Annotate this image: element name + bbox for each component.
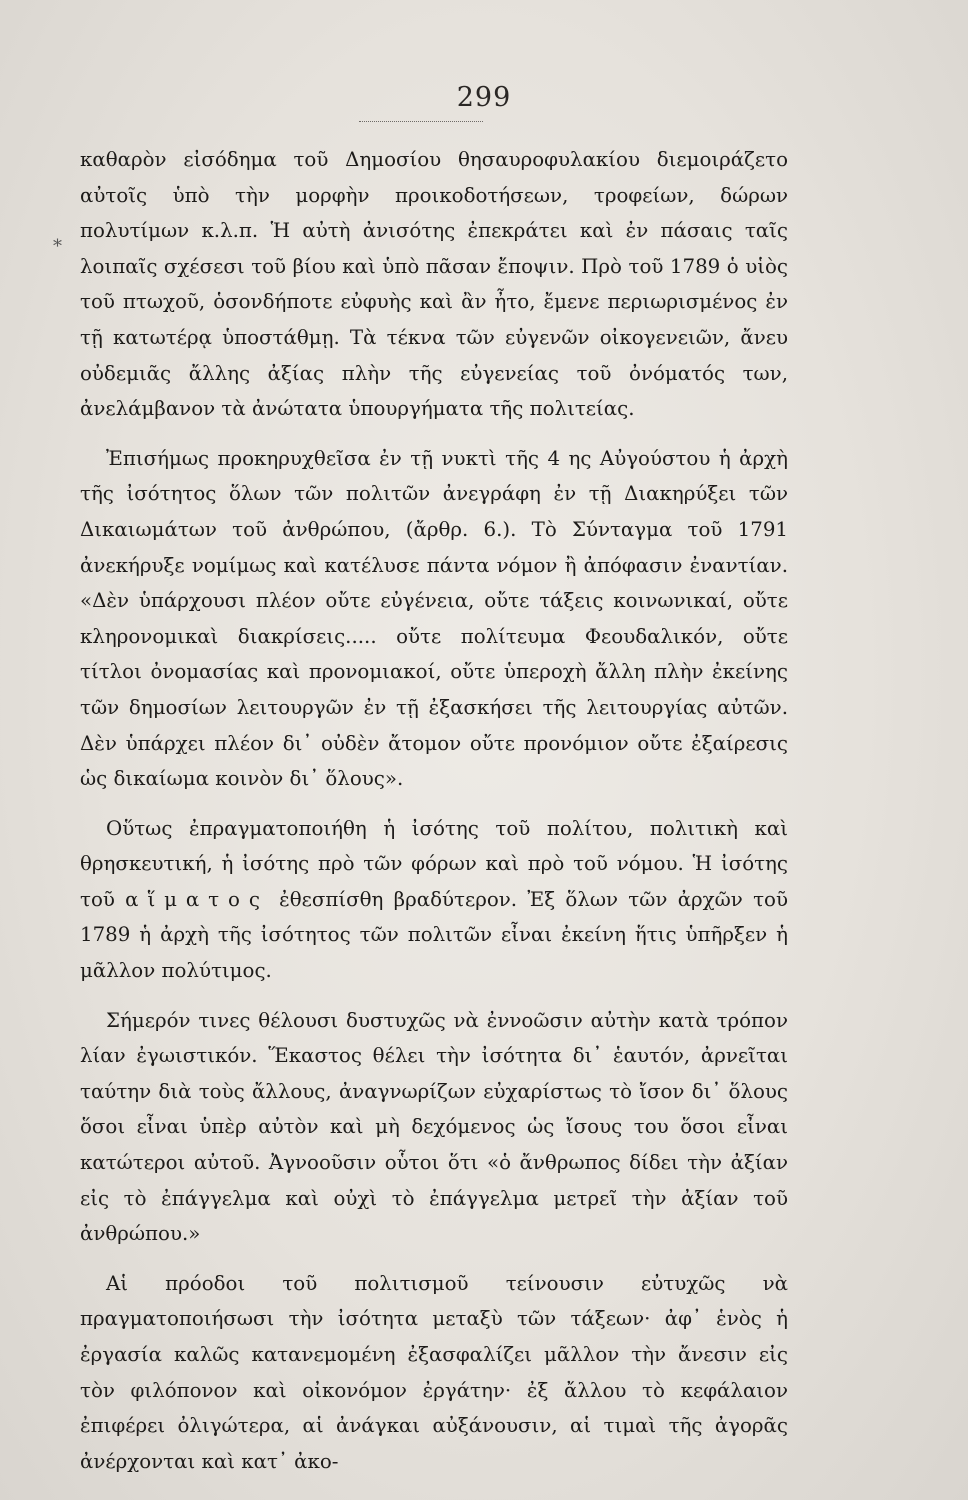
paragraph-text: Οὕτως ἐπραγματοποιήθη ἡ ἰσότης τοῦ πολίτου, πολιτικὴ καὶ θρησκευτική, ἡ ἰσότης πρὸ τῶν φόρων καὶ πρὸ τοῦ νόμου. Ἡ ἰσότης τοῦ — [80, 816, 788, 911]
emphasized-word: αἵματος — [125, 887, 269, 911]
paragraph-5 — [80, 1266, 788, 1480]
page-header — [0, 82, 968, 113]
paragraph-text: Σήμερόν τινες θέλουσι δυστυχῶς νὰ ἐννοῶσιν αὐτὴν κατὰ τρόπον λίαν ἐγωιστικόν. Ἕκαστος θέλει τὴν ἰσότητα δι᾽ ἑαυτόν, ἀρνεῖται ταύτην διὰ τοὺς ἄλλους, ἀναγνωρίζων εὐχαρίστως τὸ ἴσον δι᾽ ὅλους ὅσοι εἶναι ὑπὲρ αὐτὸν καὶ μὴ δεχόμενος ὡς ἴσους του ὅσοι εἶναι κατώτεροι αὐτοῦ. Ἀγνοοῦσιν οὗτοι ὅτι «ὁ ἄνθρωπος δίδει τὴν ἀξίαν εἰς τὸ ἐπάγγελμα καὶ οὐχὶ τὸ ἐπάγγελμα μετρεῖ τὴν ἀξίαν τοῦ ἀνθρώπου.» — [80, 1008, 788, 1246]
margin-mark: * — [53, 236, 62, 257]
paragraph-text: καθαρὸν εἰσόδημα τοῦ Δημοσίου θησαυροφυλακίου διεμοιράζετο αὐτοῖς ὑπὸ τὴν μορφὴν προικοδοτήσεων, τροφείων, δώρων πολυτίμων κ.λ.π. Ἡ αὐτὴ ἀνισότης ἐπεκράτει καὶ ἐν πάσαις ταῖς λοιπαῖς σχέσεσι τοῦ βίου καὶ ὑπὸ πᾶσαν ἔποψιν. Πρὸ τοῦ 1789 ὁ υἱὸς τοῦ πτωχοῦ, ὁσονδήποτε εὐφυὴς καὶ ἂν ἦτο, ἔμενε περιωρισμένος ἐν τῇ κατωτέρᾳ ὑποστάθμῃ. Τὰ τέκνα τῶν εὐγενῶν οἰκογενειῶν, ἄνευ οὐδεμιᾶς ἄλλης ἀξίας πλὴν τῆς εὐγενείας τοῦ ὀνόματός των, ἀνελάμβανον τὰ ἀνώτατα ὑπουργήματα τῆς πολιτείας. — [80, 148, 788, 421]
paragraph-4 — [80, 1003, 788, 1252]
paragraph-3 — [80, 811, 788, 989]
page-number: 299 — [456, 82, 512, 113]
paragraph-text: Ἐπισήμως προκηρυχθεῖσα ἐν τῇ νυκτὶ τῆς 4 ης Αὐγούστου ἡ ἀρχὴ τῆς ἰσότητος ὅλων τῶν πολιτῶν ἀνεγράφη ἐν τῇ Διακηρύξει τῶν Δικαιωμάτων τοῦ ἀνθρώπου, (ἄρθρ. 6.). Τὸ Σύνταγμα τοῦ 1791 ἀνεκήρυξε νομίμως καὶ κατέλυσε πάντα νόμον ἢ ἀπόφασιν ἐναντίαν. «Δὲν ὑπάρχουσι πλέον οὔτε εὐγένεια, οὔτε τάξεις κοινωνικαί, οὔτε κληρονομικαὶ διακρίσεις..... οὔτε πολίτευμα Φεουδαλικόν, οὔτε τίτλοι ὀνομασίας καὶ προνομιακοί, οὔτε ὑπεροχὴ ἄλλη πλὴν ἐκείνης τῶν δημοσίων λειτουργῶν ἐν τῇ ἐξασκήσει τῆς λειτουργίας αὐτῶν. Δὲν ὑπάρχει πλέον δι᾽ οὐδὲν ἄτομον οὔτε προνόμιον οὔτε ἐξαίρεσις ὡς δικαίωμα κοινὸν δι᾽ ὅλους». — [80, 446, 788, 791]
body-text — [80, 142, 788, 1479]
header-rule — [359, 121, 483, 122]
paragraph-text: Αἱ πρόοδοι τοῦ πολιτισμοῦ τείνουσιν εὐτυχῶς νὰ πραγματοποιήσωσι τὴν ἰσότητα μεταξὺ τῶν τάξεων· ἀφ᾽ ἑνὸς ἡ ἐργασία καλῶς κατανεμομένη ἐξασφαλίζει μᾶλλον τὴν ἄνεσιν εἰς τὸν φιλόπονον καὶ οἰκονόμον ἐργάτην· ἐξ ἄλλου τὸ κεφάλαιον ἐπιφέρει ὀλιγώτερα, αἱ ἀνάγκαι αὐξάνουσιν, αἱ τιμαὶ τῆς ἀγορᾶς ἀνέρχονται καὶ κατ᾽ ἀκο- — [80, 1271, 788, 1473]
paragraph-text: ἐθεσπίσθη βραδύτερον. Ἐξ ὅλων τῶν ἀρχῶν τοῦ 1789 ἡ ἀρχὴ τῆς ἰσότητος τῶν πολιτῶν εἶναι ἐκείνη ἥτις ὑπῆρξεν ἡ μᾶλλον πολύτιμος. — [80, 887, 788, 983]
paragraph-1 — [80, 142, 788, 427]
paragraph-2 — [80, 441, 788, 797]
